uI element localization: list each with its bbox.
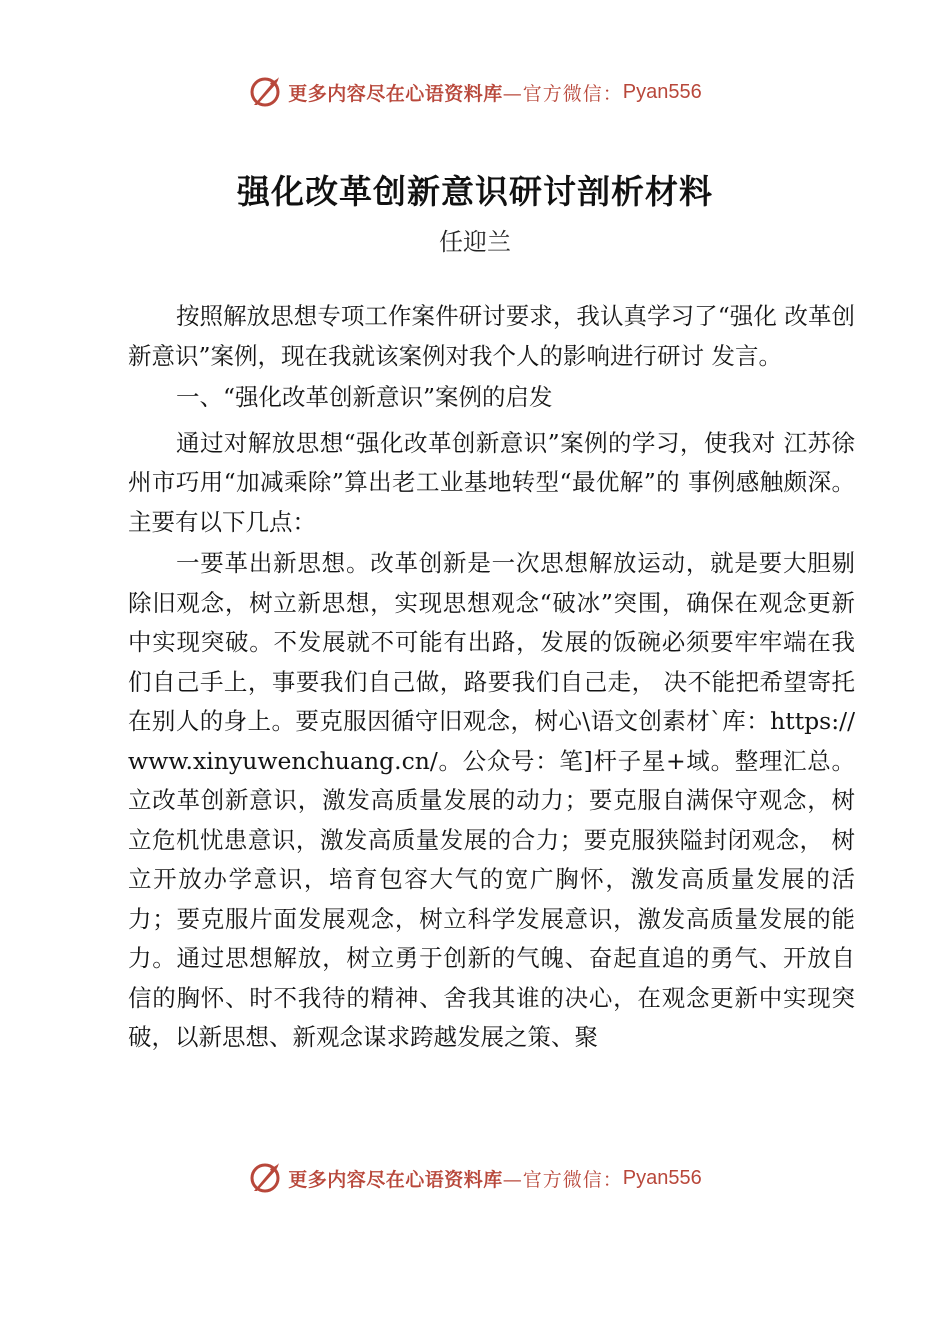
document-author: 任迎兰 [439,228,511,256]
document-body [128,297,855,1060]
promo-text: 更多内容尽在心语资料库 [288,82,503,105]
body-paragraph: 通过对解放思想“强化改革创新意识”案例的学习，使我对 江苏徐州市巧用“加减乘除”算出老工业基地转型“最优解”的 事例感触颇深。主要有以下几点： [128,428,855,536]
promo-text: 更多内容尽在心语资料库 [288,1168,503,1191]
quill-pen-circle-icon [248,75,282,109]
wechat-id: Pyan556 [622,1166,702,1189]
body-paragraph: 一要革出新思想。改革创新是一次思想解放运动，就是要大胆剔除旧观念，树立新思想，实现思想观念“破冰”突围，确保在观念更新中实现突破。不发展就不可能有出路，发展的饭碗必须要牢牢端在我们自己手上，事要我们自己做，路要我们自己走， 决不能把希望寄托在别人的身上。要克服因循守旧观念，树心\语文创素材`库：https://www.xinyuwenchuang.cn/。公众号：笔]杆子星+域。整理汇总。立改革创新意识，激发高质量发展的动力；要克服自满保守观念，树立危机忧患意识，激发高质量发展的合力；要克服狭隘封闭观念， 树立开放办学意识，培育包容大气的宽广胸怀，激发高质量发展的活力；要克服片面发展观念，树立科学发展意识，激发高质量发展的能力。通过思想解放，树立勇于创新的气魄、奋起直追的勇气、开放自信的胸怀、时不我待的精神、舍我其谁的决心，在观念更新中实现突破，以新思想、新观念谋求跨越发展之策、聚 [128,549,855,1051]
intro-paragraph: 按照解放思想专项工作案件研讨要求，我认真学习了“强化 改革创新意识”案例，现在我就该案例对我个人的影响进行研讨 发言。 [128,302,855,370]
section-heading: 一、“强化改革创新意识”案例的启发 [176,383,553,411]
wechat-label: —官方微信： [502,1168,623,1191]
wechat-id: Pyan556 [622,80,702,103]
document-title: 强化改革创新意识研讨剖析材料 [237,172,713,211]
header-banner [0,72,950,112]
footer-banner [0,1158,950,1198]
wechat-label: —官方微信： [502,82,623,105]
quill-pen-circle-icon [248,1161,282,1195]
